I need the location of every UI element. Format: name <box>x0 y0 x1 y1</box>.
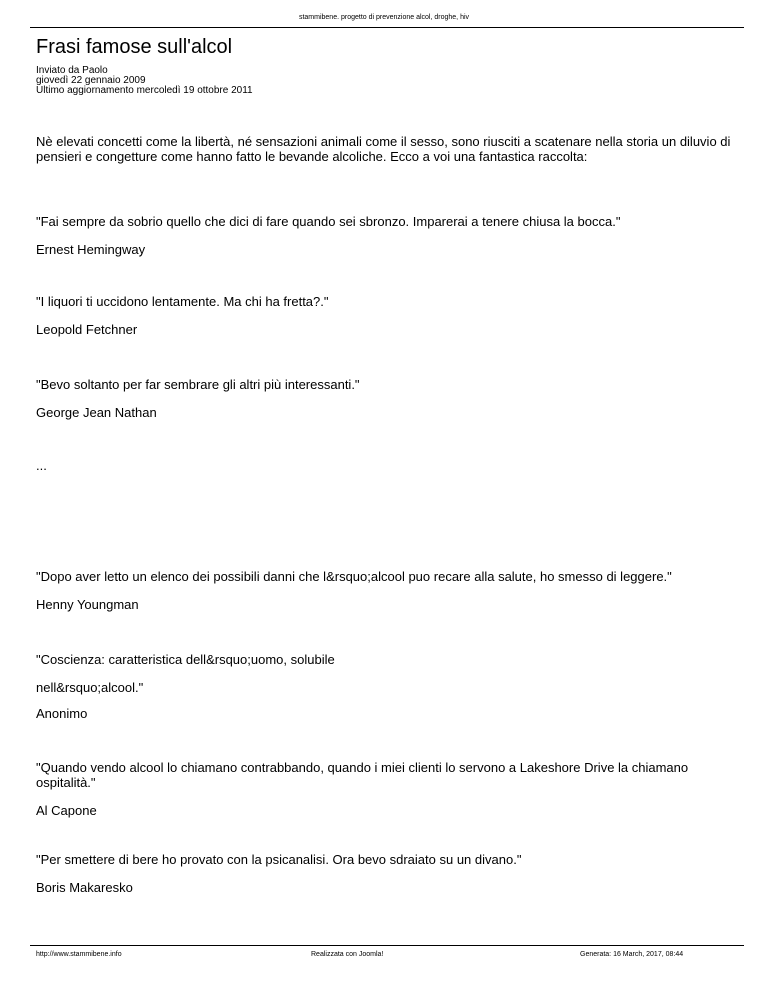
quote-text-continued: ospitalità." <box>36 775 96 790</box>
article-author: Inviato da Paolo <box>36 65 108 76</box>
quote-text: "I liquori ti uccidono lentamente. Ma chi ha fretta?." <box>36 294 329 309</box>
footer-powered-by: Realizzata con Joomla! <box>311 951 384 958</box>
site-header: stammibene. progetto di prevenzione alcol, droghe, hiv <box>298 14 470 21</box>
footer-generated-date: Generata: 16 March, 2017, 08:44 <box>580 951 684 958</box>
quote-text: "Per smettere di bere ho provato con la psicanalisi. Ora bevo sdraiato su un divano." <box>36 852 522 867</box>
article-updated: Ultimo aggiornamento mercoledì 19 ottobre 2011 <box>36 85 253 96</box>
quote-text: "Bevo soltanto per far sembrare gli altri più interessanti." <box>36 377 360 392</box>
quote-text: "Dopo aver letto un elenco dei possibili danni che l&rsquo;alcool puo recare alla salute, ho smesso di leggere." <box>36 569 672 584</box>
page-title: Frasi famose sull'alcol <box>36 36 233 58</box>
ellipsis-separator: ... <box>36 458 47 473</box>
article-date: giovedì 22 gennaio 2009 <box>36 75 146 86</box>
quote-author: Al Capone <box>36 803 97 818</box>
quote-text: "Quando vendo alcool lo chiamano contrabbando, quando i miei clienti lo servono a Lakeshore Drive la chiamano <box>36 760 689 775</box>
header-divider <box>30 27 744 28</box>
quote-author: Anonimo <box>36 706 88 721</box>
quote-author: Ernest Hemingway <box>36 242 146 257</box>
quote-author: Boris Makaresko <box>36 880 133 895</box>
footer-divider <box>30 945 744 946</box>
quote-author: Henny Youngman <box>36 597 139 612</box>
quote-text: "Coscienza: caratteristica dell&rsquo;uomo, solubile <box>36 652 335 667</box>
intro-line-1: Nè elevati concetti come la libertà, né sensazioni animali come il sesso, sono riusciti a scatenare nella storia un diluvio di <box>36 134 731 149</box>
quote-author: Leopold Fetchner <box>36 322 138 337</box>
intro-line-2: pensieri e congetture come hanno fatto le bevande alcoliche. Ecco a voi una fantastica raccolta: <box>36 149 588 164</box>
quote-text-continued: nell&rsquo;alcool." <box>36 680 144 695</box>
quote-author: George Jean Nathan <box>36 405 157 420</box>
footer-site-url[interactable]: http://www.stammibene.info <box>36 951 122 958</box>
quote-text: "Fai sempre da sobrio quello che dici di fare quando sei sbronzo. Imparerai a tenere chiusa la bocca." <box>36 214 621 229</box>
